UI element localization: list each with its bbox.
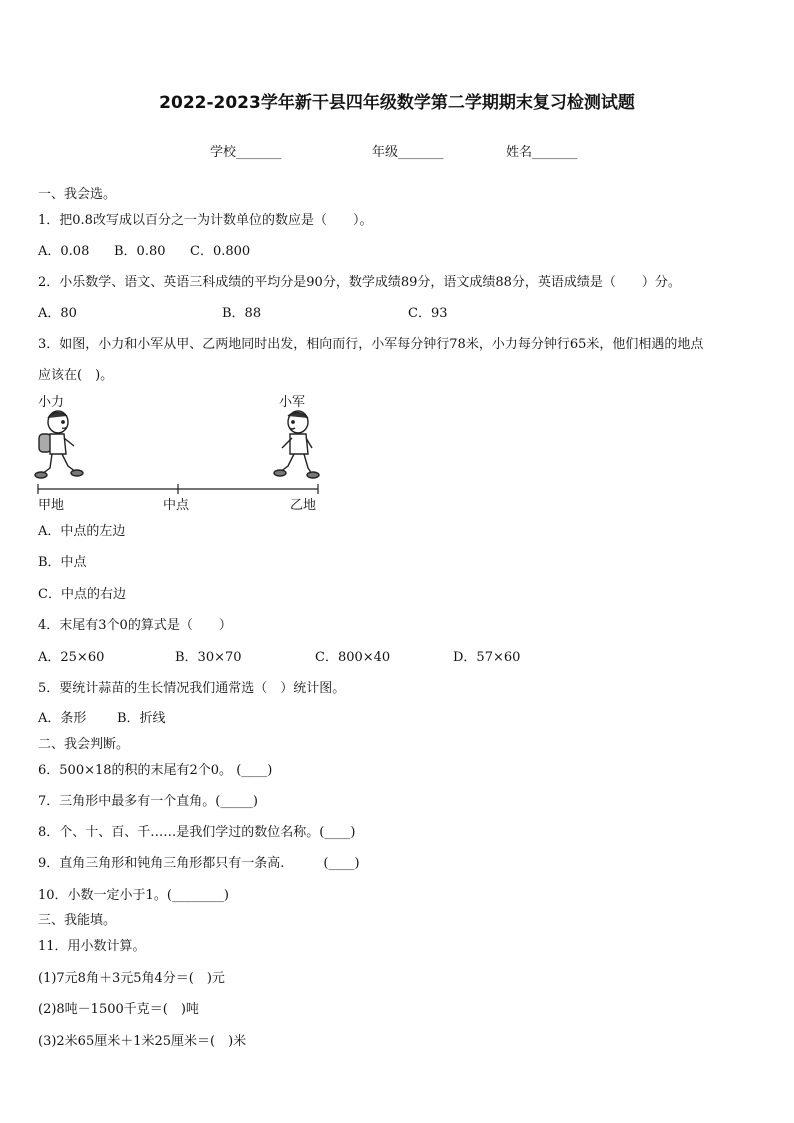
q1-option-a: A．0.08: [38, 244, 90, 259]
walking-boy-left-icon: [30, 408, 84, 482]
question-11-part-2: (2)8吨－1500千克＝( )吨: [38, 1002, 199, 1017]
question-7: 7．三角形中最多有一个直角。(_____): [38, 794, 258, 809]
grade-field: 年级_______: [372, 145, 444, 160]
q2-option-c: C．93: [408, 306, 448, 321]
question-10: 10．小数一定小于1。(________): [38, 888, 229, 903]
q3-option-b: B．中点: [38, 555, 87, 570]
q5-option-b: B．折线: [117, 711, 166, 726]
page-title: 2022-2023学年新干县四年级数学第二学期期末复习检测试题: [159, 93, 635, 113]
question-11-part-1: (1)7元8角＋3元5角4分＝( )元: [38, 971, 225, 986]
question-2: 2．小乐数学、语文、英语三科成绩的平均分是90分，数学成绩89分，语文成绩88分，英语成绩是（ ）分。: [38, 275, 681, 290]
place-midpoint: 中点: [163, 498, 190, 513]
question-5: 5．要统计蒜苗的生长情况我们通常选（ ）统计图。: [38, 681, 346, 696]
q4-option-c: C．800×40: [315, 650, 391, 665]
q4-option-b: B．30×70: [175, 650, 242, 665]
question-4: 4．末尾有3个0的算式是（ ）: [38, 618, 232, 633]
q2-option-a: A．80: [38, 306, 77, 321]
q1-option-c: C．0.800: [190, 244, 251, 259]
q4-option-d: D．57×60: [453, 650, 521, 665]
question-3: 3．如图，小力和小军从甲、乙两地同时出发，相向而行，小军每分钟行78米，小力每分钟行65米，他们相遇的地点: [38, 337, 704, 352]
question-11: 11．用小数计算。: [38, 939, 146, 954]
section-heading: 二、我会判断。: [38, 737, 130, 752]
q3-option-a: A．中点的左边: [38, 524, 126, 539]
q3-option-c: C．中点的右边: [38, 587, 126, 602]
left-person-label: 小力: [38, 395, 65, 410]
right-person-label: 小军: [279, 395, 306, 410]
place-yi: 乙地: [290, 498, 317, 513]
section-heading: 三、我能填。: [38, 913, 117, 928]
question-8: 8．个、十、百、千……是我们学过的数位名称。(____): [38, 825, 356, 840]
question-11-part-3: (3)2米65厘米＋1米25厘米＝( )米: [38, 1034, 247, 1049]
question-6: 6．500×18的积的末尾有2个0。 (____): [38, 763, 273, 778]
question-3-continued: 应该在( )。: [38, 368, 114, 383]
q1-option-b: B．0.80: [114, 244, 166, 259]
q2-option-b: B．88: [222, 306, 262, 321]
place-jia: 甲地: [38, 498, 65, 513]
question-1: 1．把0.8改写成以百分之一为计数单位的数应是（ ）。: [38, 213, 373, 228]
section-heading: 一、我会选。: [38, 187, 117, 202]
walking-boy-right-icon: [272, 408, 326, 482]
question-9: 9．直角三角形和钝角三角形都只有一条高. (____): [38, 856, 360, 871]
school-field: 学校_______: [210, 145, 282, 160]
q5-option-a: A．条形: [38, 711, 87, 726]
q4-option-a: A．25×60: [38, 650, 105, 665]
name-field: 姓名_______: [506, 145, 578, 160]
